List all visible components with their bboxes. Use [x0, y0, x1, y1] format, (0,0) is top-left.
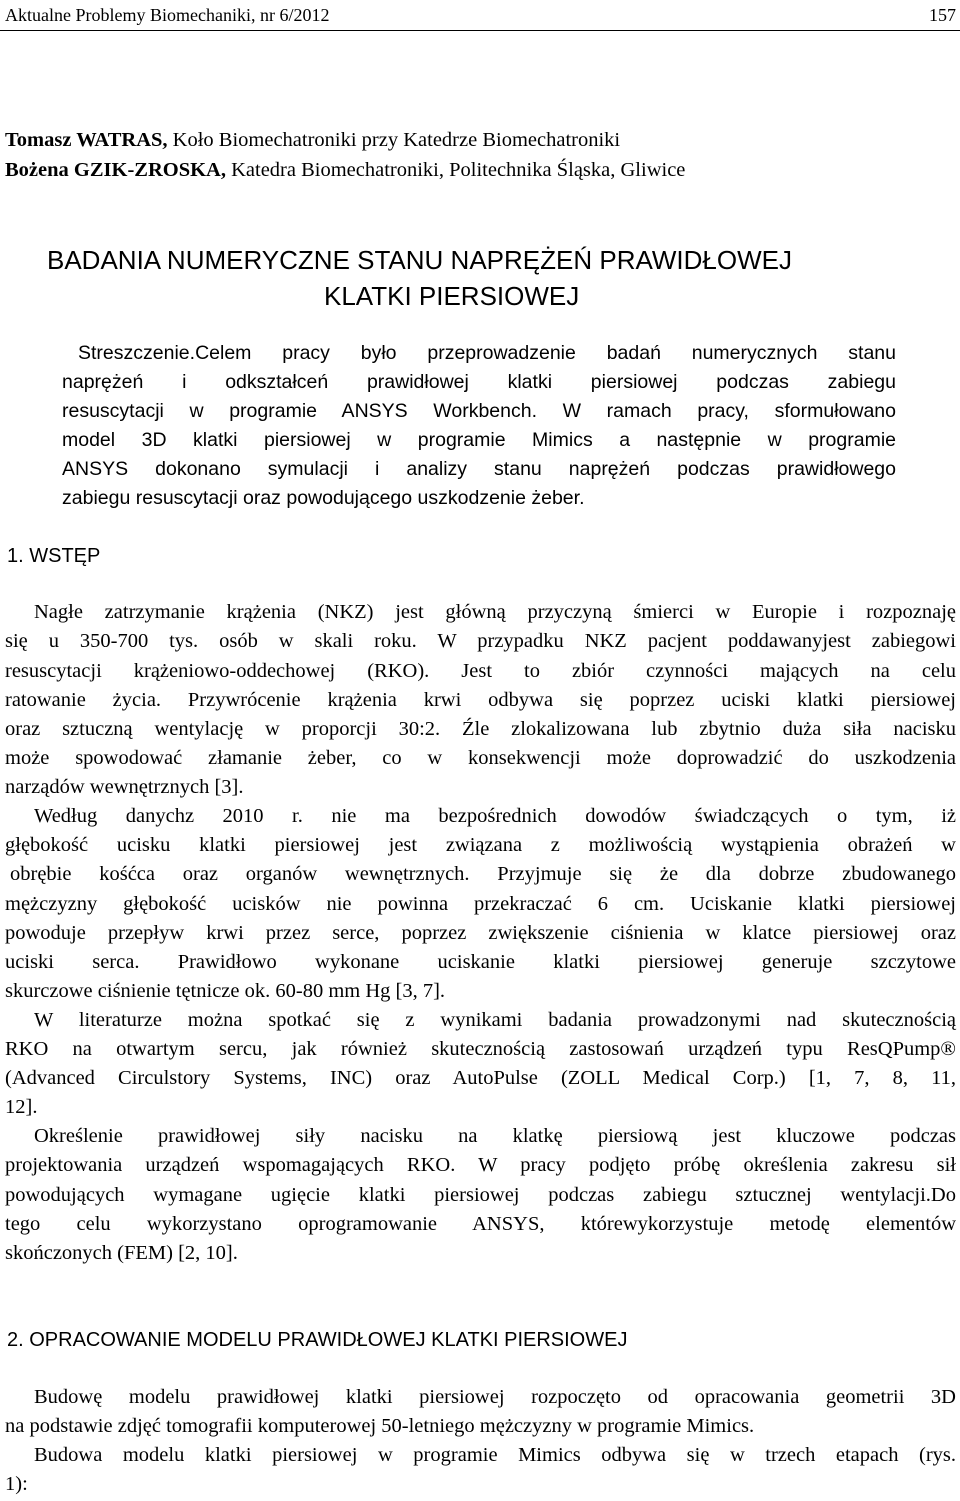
paragraph-line: obrębie kośćca oraz organów wewnętrznych. Przyjmuje się że dla dobrze zbudowanego — [10, 863, 956, 885]
paragraph-line: resuscytacji krążeniowo-oddechowej (RKO). Jest to zbiór czynności mających na celu — [5, 660, 956, 682]
page-number: 157 — [929, 5, 956, 25]
abstract-line: naprężeń i odkształceń prawidłowej klatki piersiowej podczas zabiegu — [62, 371, 896, 393]
paragraph-line: Określenie prawidłowej siły nacisku na klatkę piersiową jest kluczowe podczas — [34, 1125, 956, 1147]
paper-title-line-2: KLATKI PIERSIOWEJ — [324, 281, 580, 311]
paragraph-line: powodujących wymagane ugięcie klatki piersiowej podczas zabiegu sztucznej wentylacji.Do — [5, 1184, 956, 1206]
abstract-line: ANSYS dokonano symulacji i analizy stanu naprężeń podczas prawidłowego — [62, 458, 896, 480]
paragraph-line: skurczowe ciśnienie tętnicze ok. 60-80 mm Hg [3, 7]. — [5, 980, 446, 1002]
paragraph-line: powoduje przepływ krwi przez serce, poprzez zwiększenie ciśnienia w klatce piersiowej oraz — [5, 922, 956, 944]
author-name: Tomasz WATRAS, — [5, 129, 168, 151]
section-heading: 2. OPRACOWANIE MODELU PRAWIDŁOWEJ KLATKI PIERSIOWEJ — [7, 1329, 628, 1351]
paragraph-line: W literaturze można spotkać się z wynikami badania prowadzonymi nad skutecznością — [34, 1009, 956, 1031]
paper-title-line-1: BADANIA NUMERYCZNE STANU NAPRĘŻEŃ PRAWIDŁOWEJ — [47, 245, 792, 275]
paragraph-line: Budowa modelu klatki piersiowej w programie Mimics odbywa się w trzech etapach (rys. — [34, 1444, 956, 1466]
abstract-text: Celem pracy było przeprowadzenie badań numerycznych stanu — [195, 342, 896, 364]
paragraph-line: na podstawie zdjęć tomografii komputerowej 50-letniego mężczyzny w programie Mimics. — [5, 1415, 755, 1437]
paragraph-line: uciski serca. Prawidłowo wykonane uciskanie klatki piersiowej generuje szczytowe — [5, 951, 956, 973]
author-name: Bożena GZIK-ZROSKA, — [5, 159, 226, 181]
journal-header: Aktualne Problemy Biomechaniki, nr 6/2012 — [5, 5, 330, 25]
paragraph-line: głębokość ucisku klatki piersiowej jest związana z możliwością wystąpienia obrażeń w — [5, 834, 956, 856]
paragraph-line: mężczyzny głębokość ucisków nie powinna przekraczać 6 cm. Uciskanie klatki piersiowej — [5, 893, 956, 915]
paragraph-line: (Advanced Circulstory Systems, INC) oraz AutoPulse (ZOLL Medical Corp.) [1, 7, 8, 11, — [5, 1067, 956, 1089]
paragraph-line: projektowania urządzeń wspomagających RKO. W pracy podjęto próbę określenia zakresu sił — [5, 1154, 956, 1176]
abstract-label: Streszczenie. — [78, 342, 196, 364]
paragraph-line: RKO na otwartym sercu, jak również skutecznością zastosowań urządzeń typu ResQPump® — [5, 1038, 956, 1060]
author-line-2 — [5, 157, 685, 183]
paragraph-line: 1): — [5, 1473, 28, 1495]
paragraph-line: Budowę modelu prawidłowej klatki piersiowej rozpoczęto od opracowania geometrii 3D — [34, 1386, 956, 1408]
paragraph-line: tego celu wykorzystano oprogramowanie ANSYS, którewykorzystuje metodę elementów — [5, 1213, 956, 1235]
section-heading: 1. WSTĘP — [7, 545, 101, 567]
paragraph-line: może spowodować złamanie żeber, co w konsekwencji może doprowadzić do uszkodzenia — [5, 747, 956, 769]
paragraph-line: skończonych (FEM) [2, 10]. — [5, 1242, 238, 1264]
paragraph-line: Według danychz 2010 r. nie ma bezpośrednich dowodów świadczących o tym, iż — [34, 805, 956, 827]
author-affiliation: Koło Biomechatroniki przy Katedrze Biomechatroniki — [167, 129, 621, 151]
paragraph-line: 12]. — [5, 1096, 38, 1118]
paragraph-line: ratowanie życia. Przywrócenie krążenia krwi odbywa się poprzez uciski klatki piersiowej — [5, 689, 956, 711]
header-rule — [0, 30, 960, 31]
abstract-line: zabiegu resuscytacji oraz powodującego uszkodzenie żeber. — [62, 487, 585, 509]
author-affiliation: Katedra Biomechatroniki, Politechnika Śląska, Gliwice — [225, 159, 686, 181]
paragraph-line: narządów wewnętrznych [3]. — [5, 776, 244, 798]
abstract-line: model 3D klatki piersiowej w programie Mimics a następnie w programie — [62, 429, 896, 451]
paragraph-line: oraz sztuczną wentylację w proporcji 30:2. Źle zlokalizowana lub zbytnio duża siła nacisku — [5, 718, 956, 740]
abstract-line — [62, 340, 896, 366]
paragraph-line: Nagłe zatrzymanie krążenia (NKZ) jest główną przyczyną śmierci w Europie i rozpoznaję — [34, 601, 956, 623]
paragraph-line: się u 350-700 tys. osób w skali roku. W przypadku NKZ pacjent poddawanyjest zabiegowi — [5, 630, 956, 652]
abstract-line: resuscytacji w programie ANSYS Workbench. W ramach pracy, sformułowano — [62, 400, 896, 422]
author-line-1 — [5, 127, 620, 153]
